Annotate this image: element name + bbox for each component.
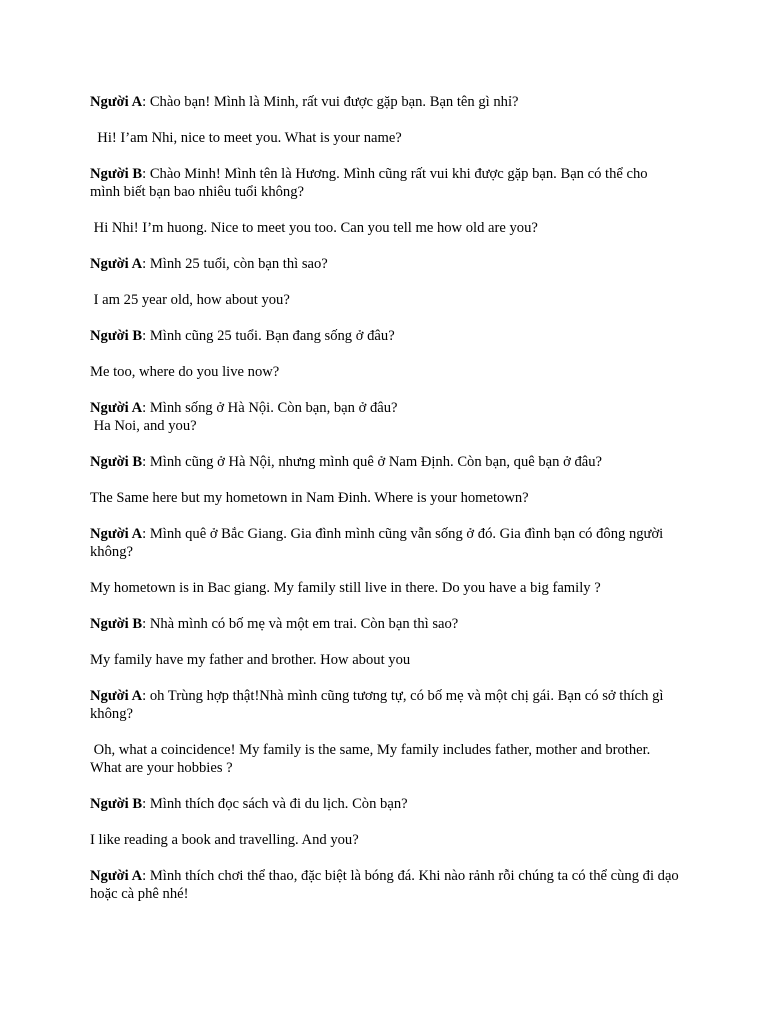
line-text: : oh Trùng hợp thật!Nhà mình cũng tương tự, có bố mẹ và một chị gái. Bạn có sở thích gì không? <box>90 688 668 722</box>
line-text: : Mình cũng 25 tuổi. Bạn đang sống ở đâu? <box>142 328 395 344</box>
dialogue-line <box>90 165 680 201</box>
line-text: Oh, what a coincidence! My family is the same, My family includes father, mother and brother. What are your hobbies ? <box>90 742 654 776</box>
line-text: Me too, where do you live now? <box>90 364 280 380</box>
speaker-label: Người A <box>90 94 143 110</box>
dialogue-line <box>90 687 680 723</box>
dialogue-line <box>90 453 680 471</box>
translation-line <box>90 489 680 507</box>
dialogue-line <box>90 327 680 345</box>
line-text: : Mình cũng ở Hà Nội, nhưng mình quê ở Nam Định. Còn bạn, quê bạn ở đâu? <box>142 454 603 470</box>
speaker-label: Người B <box>90 454 143 470</box>
translation-line <box>90 831 680 849</box>
line-text: : Mình thích đọc sách và đi du lịch. Còn bạn? <box>142 796 408 812</box>
line-text: My hometown is in Bac giang. My family still live in there. Do you have a big family ? <box>90 580 601 596</box>
dialogue-line <box>90 93 680 111</box>
line-text: Hi Nhi! I’m huong. Nice to meet you too. Can you tell me how old are you? <box>90 220 538 236</box>
line-text: : Mình thích chơi thể thao, đặc biệt là bóng đá. Khi nào rảnh rỗi chúng ta có thể cùng đi dạo hoặc cà phê nhé! <box>90 868 683 902</box>
translation-line <box>90 291 680 309</box>
dialogue-line <box>90 795 680 813</box>
speaker-label: Người A <box>90 256 143 272</box>
dialogue-line <box>90 867 683 903</box>
speaker-label: Người B <box>90 328 143 344</box>
translation-line <box>90 651 680 669</box>
speaker-label: Người A <box>90 868 143 884</box>
dialogue-line <box>90 525 680 561</box>
translation-line <box>90 741 680 777</box>
dialogue-line <box>90 399 680 417</box>
line-text: : Mình sống ở Hà Nội. Còn bạn, bạn ở đâu? <box>142 400 398 416</box>
speaker-label: Người A <box>90 526 143 542</box>
line-text: I like reading a book and travelling. And you? <box>90 832 359 848</box>
line-text: My family have my father and brother. How about you <box>90 652 411 668</box>
speaker-label: Người B <box>90 166 143 182</box>
dialogue-line <box>90 615 680 633</box>
translation-line <box>90 579 680 597</box>
speaker-label: Người A <box>90 400 143 416</box>
line-text: : Chào Minh! Mình tên là Hương. Mình cũng rất vui khi được gặp bạn. Bạn có thể cho mình biết bạn bao nhiêu tuổi không? <box>90 166 652 200</box>
translation-line <box>90 129 680 147</box>
line-text: Ha Noi, and you? <box>90 418 197 434</box>
line-text: Hi! I’am Nhi, nice to meet you. What is your name? <box>90 130 402 146</box>
translation-line <box>90 219 680 237</box>
line-text: : Mình quê ở Bắc Giang. Gia đình mình cũng vẫn sống ở đó. Gia đình bạn có đông người không? <box>90 526 667 560</box>
dialogue-line <box>90 255 680 273</box>
speaker-label: Người B <box>90 616 143 632</box>
speaker-label: Người B <box>90 796 143 812</box>
line-text: : Mình 25 tuổi, còn bạn thì sao? <box>142 256 328 272</box>
line-text: : Chào bạn! Mình là Minh, rất vui được gặp bạn. Bạn tên gì nhỉ? <box>142 94 519 110</box>
line-text: The Same here but my hometown in Nam Đinh. Where is your hometown? <box>90 490 529 506</box>
line-text: : Nhà mình có bố mẹ và một em trai. Còn bạn thì sao? <box>142 616 459 632</box>
translation-line <box>90 363 680 381</box>
document-page <box>90 93 683 921</box>
speaker-label: Người A <box>90 688 143 704</box>
translation-line <box>90 417 680 435</box>
line-text: I am 25 year old, how about you? <box>90 292 290 308</box>
